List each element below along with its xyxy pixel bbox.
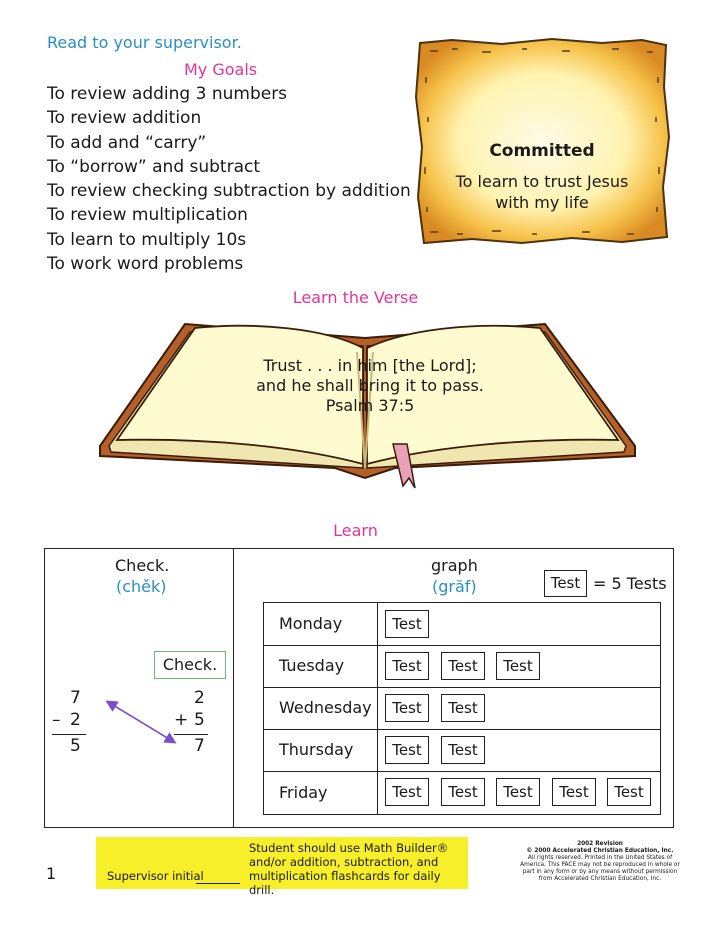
subtraction-answer: 5 — [70, 736, 81, 756]
graph-table — [263, 602, 661, 815]
test-box: Test — [441, 778, 485, 806]
graph-row-wednesday — [264, 687, 660, 730]
graph-word: graph — [431, 556, 478, 575]
test-box: Test — [385, 610, 429, 638]
goal-item: To work word problems — [47, 254, 244, 275]
page-number: 1 — [46, 864, 57, 883]
subtraction-top: 7 — [70, 688, 81, 708]
plus-sign: + — [174, 710, 189, 730]
goal-item: To review checking subtraction by addition — [47, 181, 411, 202]
goal-item: To review addition — [47, 108, 202, 129]
goal-item: To review multiplication — [47, 205, 248, 226]
test-box: Test — [441, 736, 485, 764]
goal-item: To “borrow” and subtract — [47, 156, 261, 177]
copyright-line: part in any form or by any means without permission — [522, 869, 678, 875]
test-box: Test — [441, 694, 485, 722]
addition-bottom: 5 — [194, 710, 205, 730]
supervisor-initial-line[interactable] — [196, 883, 240, 884]
committed-line: with my life — [495, 193, 589, 212]
graph-row-monday — [264, 603, 660, 646]
test-box: Test — [552, 778, 596, 806]
test-box: Test — [496, 778, 540, 806]
supervisor-initial-label: Supervisor initial — [107, 869, 204, 883]
test-box: Test — [385, 736, 429, 764]
learn-verse-title: Learn the Verse — [292, 288, 419, 307]
committed-title: Committed — [489, 141, 595, 161]
check-pronunciation: (chěk) — [116, 577, 167, 596]
drill-note: Student should use Math Builder® and/or addition, subtraction, and multiplication flashcards for daily drill. — [249, 841, 449, 897]
subtraction-bottom: 2 — [70, 710, 81, 730]
learn-title: Learn — [333, 521, 378, 540]
day-label: Wednesday — [264, 687, 378, 729]
copyright-notice — [520, 841, 680, 883]
copyright-line: © 2000 Accelerated Christian Education, Inc. — [526, 848, 674, 854]
day-label: Tuesday — [264, 645, 378, 687]
graph-pronunciation: (grăf) — [432, 577, 477, 596]
graph-row-thursday — [264, 729, 660, 772]
learn-divider — [233, 548, 234, 828]
copyright-line: from Accelerated Christian Education, Inc. — [538, 876, 662, 882]
committed-text — [412, 171, 672, 213]
check-arrow-icon — [90, 690, 200, 760]
my-goals-title: My Goals — [184, 60, 258, 79]
committed-line: To learn to trust Jesus — [455, 172, 629, 191]
addition-answer: 7 — [194, 736, 205, 756]
graph-row-tuesday — [264, 645, 660, 688]
test-box: Test — [441, 652, 485, 680]
goal-item: To add and “carry” — [47, 132, 207, 153]
sum-line — [52, 734, 86, 735]
test-box: Test — [385, 778, 429, 806]
test-box: Test — [607, 778, 651, 806]
read-to-supervisor: Read to your supervisor. — [47, 33, 242, 52]
legend-test-box: Test — [544, 570, 587, 597]
day-label: Monday — [264, 603, 378, 645]
goal-item: To review adding 3 numbers — [47, 84, 288, 104]
goals-list — [47, 82, 411, 276]
copyright-line: America. This PACE may not be reproduced in whole or — [520, 862, 680, 868]
day-label: Friday — [264, 771, 378, 814]
verse-line: and he shall bring it to pass. — [256, 376, 484, 395]
graph-row-friday — [264, 771, 660, 814]
goal-item: To learn to multiply 10s — [47, 229, 247, 250]
committed-scroll — [412, 37, 672, 245]
addition-top: 2 — [194, 688, 205, 708]
test-box: Test — [496, 652, 540, 680]
verse-reference: Psalm 37:5 — [325, 396, 415, 415]
verse-line: Trust . . . in him [the Lord]; — [263, 356, 477, 375]
check-word: Check. — [115, 556, 170, 575]
copyright-line: 2002 Revision — [577, 841, 623, 847]
minus-sign: – — [52, 710, 61, 730]
verse-text — [200, 356, 540, 416]
test-box: Test — [385, 694, 429, 722]
test-box: Test — [385, 652, 429, 680]
legend-value: = 5 Tests — [593, 574, 667, 593]
copyright-line: All rights reserved. Printed in the United States of — [527, 855, 673, 861]
day-label: Thursday — [264, 729, 378, 771]
check-box-label: Check. — [154, 651, 226, 679]
